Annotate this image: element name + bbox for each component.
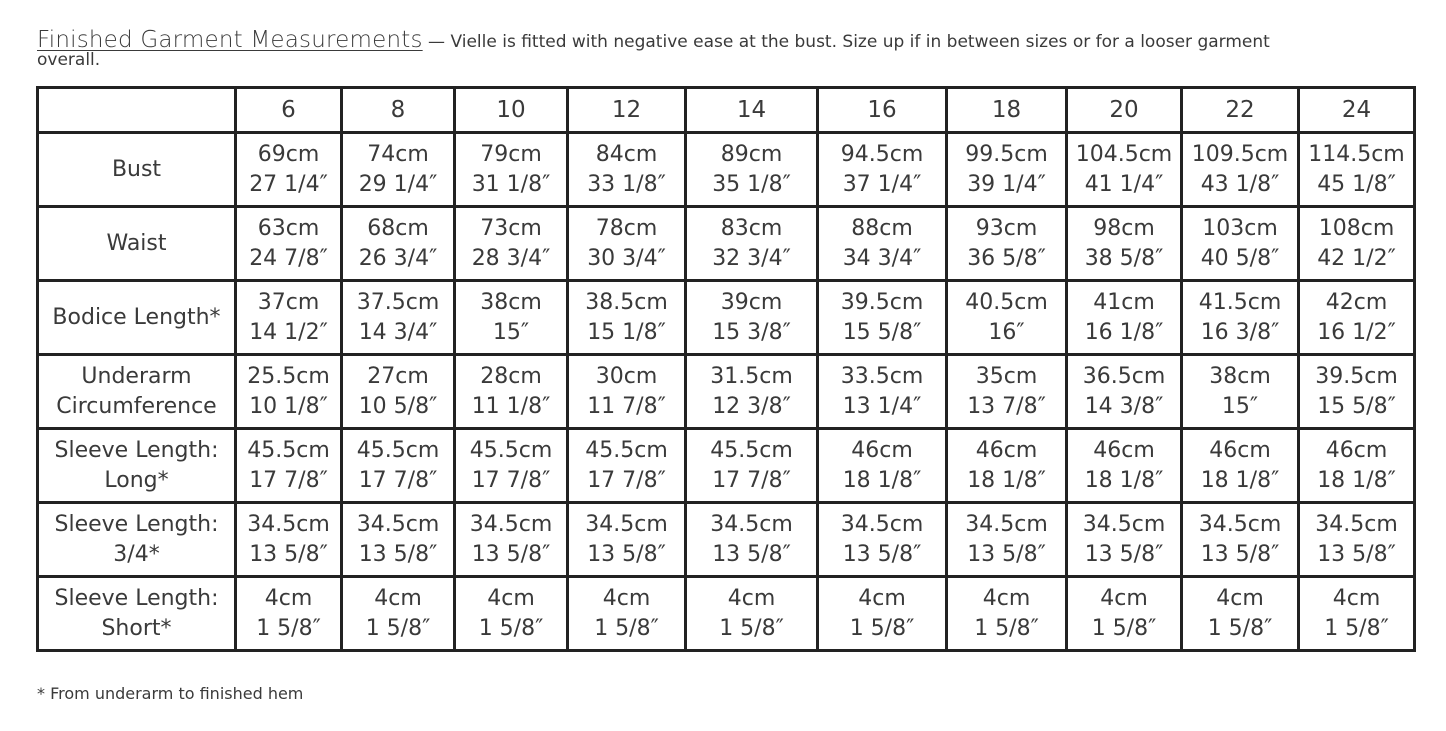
value-cm: 34.5cm <box>1198 511 1282 537</box>
value-inches: 1 5/8″ <box>365 615 431 641</box>
page-title: Finished Garment Measurements <box>37 27 423 53</box>
value-inches: 17 7/8″ <box>712 467 791 493</box>
measurement-cell <box>455 133 568 207</box>
corner-cell <box>38 88 236 133</box>
measurement-cell <box>947 355 1067 429</box>
measurement-cell <box>455 207 568 281</box>
value-inches: 13 1/4″ <box>842 393 922 419</box>
value-inches: 1 5/8″ <box>719 615 784 641</box>
value-inches: 11 1/8″ <box>471 393 551 419</box>
row-label: Circumference <box>56 393 217 419</box>
value-cm: 30cm <box>595 363 658 389</box>
value-inches: 16 3/8″ <box>1200 319 1280 345</box>
value-cm: 46cm <box>851 437 913 463</box>
value-cm: 74cm <box>367 141 429 167</box>
measurement-cell <box>236 281 342 355</box>
measurement-cell <box>818 355 947 429</box>
value-inches: 18 1/8″ <box>842 467 922 493</box>
value-inches: 1 5/8″ <box>1207 615 1273 641</box>
value-inches: 14 1/2″ <box>249 319 328 345</box>
value-cm: 33.5cm <box>840 363 924 389</box>
measurement-cell <box>818 429 947 503</box>
value-cm: 114.5cm <box>1308 141 1405 167</box>
size-header-cell: 16 <box>818 88 947 133</box>
value-cm: 69cm <box>257 141 320 167</box>
value-inches: 1 5/8″ <box>1324 615 1389 641</box>
measurement-cell <box>1299 281 1415 355</box>
measurement-cell <box>568 207 686 281</box>
value-cm: 93cm <box>975 215 1038 241</box>
value-inches: 13 7/8″ <box>967 393 1046 419</box>
value-cm: 46cm <box>1093 437 1155 463</box>
value-inches: 26 3/4″ <box>358 245 438 271</box>
measurement-cell <box>1182 207 1299 281</box>
row-label-cell <box>38 281 236 355</box>
value-inches: 30 3/4″ <box>587 245 666 271</box>
value-cm: 89cm <box>720 141 783 167</box>
value-inches: 17 7/8″ <box>249 467 328 493</box>
value-cm: 34.5cm <box>247 511 330 537</box>
measurement-cell <box>1182 355 1299 429</box>
measurement-cell <box>455 503 568 577</box>
value-cm: 40.5cm <box>965 289 1048 315</box>
size-header-cell: 22 <box>1182 88 1299 133</box>
value-inches: 13 5/8″ <box>1084 541 1164 567</box>
value-cm: 45.5cm <box>247 437 330 463</box>
measurement-cell <box>686 207 818 281</box>
value-cm: 39cm <box>720 289 783 315</box>
measurement-cell <box>568 577 686 651</box>
value-inches: 16 1/8″ <box>1084 319 1164 345</box>
measurement-cell <box>568 133 686 207</box>
measurement-cell <box>455 355 568 429</box>
value-inches: 15″ <box>1221 393 1259 419</box>
value-inches: 13 5/8″ <box>471 541 551 567</box>
measurement-cell <box>947 503 1067 577</box>
value-cm: 46cm <box>1325 437 1388 463</box>
value-cm: 4cm <box>727 585 776 611</box>
measurement-cell <box>568 429 686 503</box>
value-cm: 39.5cm <box>840 289 924 315</box>
value-inches: 11 7/8″ <box>587 393 666 419</box>
value-inches: 13 5/8″ <box>587 541 666 567</box>
measurement-cell <box>342 429 455 503</box>
table-row <box>38 503 1415 577</box>
measurement-cell <box>236 503 342 577</box>
size-header-cell: 10 <box>455 88 568 133</box>
measurement-cell <box>342 207 455 281</box>
value-cm: 38cm <box>480 289 542 315</box>
value-inches: 29 1/4″ <box>358 171 438 197</box>
measurement-cell <box>1067 133 1182 207</box>
value-cm: 34.5cm <box>1082 511 1166 537</box>
table-row <box>38 207 1415 281</box>
value-cm: 31.5cm <box>710 363 793 389</box>
value-inches: 1 5/8″ <box>256 615 321 641</box>
measurement-cell <box>236 355 342 429</box>
size-header-cell: 20 <box>1067 88 1182 133</box>
table-row <box>38 429 1415 503</box>
value-inches: 18 1/8″ <box>1200 467 1280 493</box>
value-inches: 1 5/8″ <box>594 615 659 641</box>
value-cm: 34.5cm <box>840 511 924 537</box>
value-cm: 34.5cm <box>585 511 668 537</box>
value-cm: 36.5cm <box>1082 363 1166 389</box>
value-cm: 38cm <box>1209 363 1271 389</box>
value-inches: 38 5/8″ <box>1084 245 1164 271</box>
value-cm: 27cm <box>367 363 429 389</box>
value-inches: 40 5/8″ <box>1200 245 1280 271</box>
value-inches: 31 1/8″ <box>471 171 551 197</box>
value-inches: 17 7/8″ <box>471 467 551 493</box>
row-label-cell <box>38 503 236 577</box>
value-inches: 15 3/8″ <box>712 319 791 345</box>
measurement-cell <box>818 503 947 577</box>
value-cm: 4cm <box>602 585 651 611</box>
table-body <box>38 88 1415 651</box>
measurement-cell <box>342 281 455 355</box>
value-cm: 38.5cm <box>585 289 668 315</box>
measurements-table <box>36 86 1416 652</box>
measurement-cell <box>1067 355 1182 429</box>
value-cm: 104.5cm <box>1075 141 1173 167</box>
value-cm: 37.5cm <box>356 289 440 315</box>
page-header <box>37 27 1417 70</box>
row-label: Underarm <box>81 363 192 389</box>
measurement-cell <box>455 577 568 651</box>
measurement-cell <box>236 577 342 651</box>
value-inches: 41 1/4″ <box>1084 171 1164 197</box>
measurement-cell <box>568 355 686 429</box>
value-inches: 32 3/4″ <box>712 245 791 271</box>
value-cm: 46cm <box>975 437 1038 463</box>
value-cm: 34.5cm <box>710 511 793 537</box>
measurement-cell <box>1182 133 1299 207</box>
value-inches: 1 5/8″ <box>478 615 544 641</box>
value-inches: 15″ <box>492 319 530 345</box>
row-label-cell <box>38 429 236 503</box>
size-header-cell: 18 <box>947 88 1067 133</box>
value-inches: 15 5/8″ <box>1317 393 1396 419</box>
measurement-cell <box>1182 577 1299 651</box>
size-header-row <box>38 88 1415 133</box>
measurement-cell <box>947 429 1067 503</box>
value-cm: 4cm <box>1332 585 1381 611</box>
value-cm: 103cm <box>1202 215 1278 241</box>
measurement-cell <box>568 281 686 355</box>
value-cm: 4cm <box>1100 585 1148 611</box>
value-cm: 109.5cm <box>1191 141 1289 167</box>
value-inches: 13 5/8″ <box>1200 541 1280 567</box>
row-label: Waist <box>106 230 167 256</box>
value-cm: 4cm <box>1216 585 1264 611</box>
title-separator: — <box>422 32 451 52</box>
value-inches: 16 1/2″ <box>1317 319 1396 345</box>
table-row <box>38 281 1415 355</box>
value-cm: 4cm <box>264 585 313 611</box>
row-label: Sleeve Length: <box>54 511 219 537</box>
measurement-cell <box>236 133 342 207</box>
value-inches: 13 5/8″ <box>358 541 438 567</box>
measurement-cell <box>818 207 947 281</box>
value-inches: 1 5/8″ <box>849 615 915 641</box>
value-inches: 42 1/2″ <box>1317 245 1396 271</box>
value-cm: 73cm <box>480 215 542 241</box>
value-inches: 28 3/4″ <box>471 245 551 271</box>
value-inches: 43 1/8″ <box>1200 171 1280 197</box>
header-description: Vielle is fitted with negative ease at the bust. Size up if in between sizes or for a looser garment <box>450 32 1270 52</box>
value-cm: 35cm <box>975 363 1038 389</box>
value-inches: 10 1/8″ <box>249 393 328 419</box>
value-cm: 98cm <box>1093 215 1155 241</box>
value-cm: 42cm <box>1325 289 1388 315</box>
value-cm: 28cm <box>480 363 542 389</box>
value-inches: 1 5/8″ <box>974 615 1039 641</box>
measurement-cell <box>686 503 818 577</box>
table-row <box>38 355 1415 429</box>
value-cm: 83cm <box>720 215 783 241</box>
measurement-cell <box>686 577 818 651</box>
value-cm: 4cm <box>858 585 906 611</box>
measurement-cell <box>1182 503 1299 577</box>
value-cm: 63cm <box>257 215 320 241</box>
value-cm: 34.5cm <box>1315 511 1398 537</box>
value-inches: 15 1/8″ <box>587 319 666 345</box>
value-inches: 13 5/8″ <box>712 541 791 567</box>
value-inches: 15 5/8″ <box>842 319 922 345</box>
value-inches: 24 7/8″ <box>249 245 328 271</box>
measurement-cell <box>818 281 947 355</box>
measurement-cell <box>342 355 455 429</box>
measurement-cell <box>455 429 568 503</box>
value-inches: 14 3/4″ <box>358 319 438 345</box>
measurement-cell <box>818 577 947 651</box>
value-inches: 18 1/8″ <box>1084 467 1164 493</box>
value-cm: 41cm <box>1093 289 1155 315</box>
measurement-cell <box>947 577 1067 651</box>
measurement-cell <box>1067 503 1182 577</box>
value-inches: 16″ <box>988 319 1025 345</box>
value-cm: 88cm <box>851 215 913 241</box>
value-inches: 13 5/8″ <box>1317 541 1396 567</box>
measurement-cell <box>1067 429 1182 503</box>
value-inches: 13 5/8″ <box>842 541 922 567</box>
value-cm: 45.5cm <box>469 437 553 463</box>
size-header-cell: 14 <box>686 88 818 133</box>
measurement-cell <box>1067 281 1182 355</box>
measurement-cell <box>1299 429 1415 503</box>
row-label-cell <box>38 133 236 207</box>
value-cm: 108cm <box>1318 215 1395 241</box>
row-label-cell <box>38 355 236 429</box>
size-header-cell: 8 <box>342 88 455 133</box>
measurement-cell <box>947 207 1067 281</box>
measurement-cell <box>818 133 947 207</box>
header-description-continued: overall. <box>37 50 101 70</box>
measurement-cell <box>1299 133 1415 207</box>
value-inches: 10 5/8″ <box>358 393 438 419</box>
measurement-cell <box>1067 577 1182 651</box>
value-inches: 33 1/8″ <box>587 171 666 197</box>
measurement-cell <box>1067 207 1182 281</box>
measurement-cell <box>1182 429 1299 503</box>
measurement-cell <box>1299 355 1415 429</box>
value-inches: 17 7/8″ <box>358 467 438 493</box>
value-inches: 37 1/4″ <box>842 171 922 197</box>
value-cm: 25.5cm <box>247 363 330 389</box>
measurement-cell <box>686 281 818 355</box>
measurement-cell <box>947 281 1067 355</box>
row-label: Short* <box>101 615 172 641</box>
row-label: 3/4* <box>113 541 160 567</box>
row-label: Bodice Length* <box>52 304 221 330</box>
value-inches: 13 5/8″ <box>967 541 1046 567</box>
measurement-cell <box>1299 503 1415 577</box>
value-inches: 1 5/8″ <box>1091 615 1157 641</box>
measurement-cell <box>236 207 342 281</box>
value-inches: 36 5/8″ <box>967 245 1046 271</box>
value-inches: 18 1/8″ <box>1317 467 1396 493</box>
row-label: Sleeve Length: <box>54 585 219 611</box>
value-inches: 14 3/8″ <box>1084 393 1164 419</box>
measurement-cell <box>342 133 455 207</box>
value-cm: 45.5cm <box>585 437 668 463</box>
value-inches: 27 1/4″ <box>249 171 328 197</box>
value-cm: 45.5cm <box>710 437 793 463</box>
measurement-cell <box>342 577 455 651</box>
table-row <box>38 133 1415 207</box>
measurement-cell <box>568 503 686 577</box>
value-inches: 12 3/8″ <box>712 393 791 419</box>
value-cm: 4cm <box>982 585 1031 611</box>
value-cm: 78cm <box>595 215 658 241</box>
value-cm: 68cm <box>367 215 429 241</box>
table-row <box>38 577 1415 651</box>
measurement-cell <box>1299 577 1415 651</box>
measurement-cell <box>1182 281 1299 355</box>
value-inches: 18 1/8″ <box>967 467 1046 493</box>
value-cm: 4cm <box>487 585 535 611</box>
row-label: Long* <box>104 467 169 493</box>
value-cm: 39.5cm <box>1315 363 1398 389</box>
value-cm: 79cm <box>480 141 542 167</box>
value-inches: 34 3/4″ <box>842 245 922 271</box>
value-cm: 45.5cm <box>356 437 440 463</box>
value-cm: 46cm <box>1209 437 1271 463</box>
measurement-cell <box>236 429 342 503</box>
size-header-cell: 12 <box>568 88 686 133</box>
row-label-cell <box>38 577 236 651</box>
row-label-cell <box>38 207 236 281</box>
measurement-cell <box>1299 207 1415 281</box>
value-cm: 99.5cm <box>965 141 1048 167</box>
row-label: Sleeve Length: <box>54 437 219 463</box>
measurement-cell <box>686 133 818 207</box>
size-header-cell: 6 <box>236 88 342 133</box>
value-cm: 34.5cm <box>356 511 440 537</box>
row-label: Bust <box>111 156 162 182</box>
measurement-cell <box>686 355 818 429</box>
value-inches: 39 1/4″ <box>967 171 1046 197</box>
value-cm: 4cm <box>374 585 422 611</box>
value-inches: 45 1/8″ <box>1317 171 1396 197</box>
value-cm: 37cm <box>257 289 320 315</box>
value-inches: 35 1/8″ <box>712 171 791 197</box>
measurement-cell <box>342 503 455 577</box>
value-inches: 13 5/8″ <box>249 541 328 567</box>
value-cm: 84cm <box>595 141 658 167</box>
footnote: * From underarm to finished hem <box>37 684 304 703</box>
value-cm: 34.5cm <box>965 511 1048 537</box>
measurement-cell <box>686 429 818 503</box>
value-cm: 94.5cm <box>840 141 924 167</box>
measurement-cell <box>947 133 1067 207</box>
measurement-cell <box>455 281 568 355</box>
value-cm: 34.5cm <box>469 511 553 537</box>
value-cm: 41.5cm <box>1198 289 1282 315</box>
size-header-cell: 24 <box>1299 88 1415 133</box>
value-inches: 17 7/8″ <box>587 467 666 493</box>
